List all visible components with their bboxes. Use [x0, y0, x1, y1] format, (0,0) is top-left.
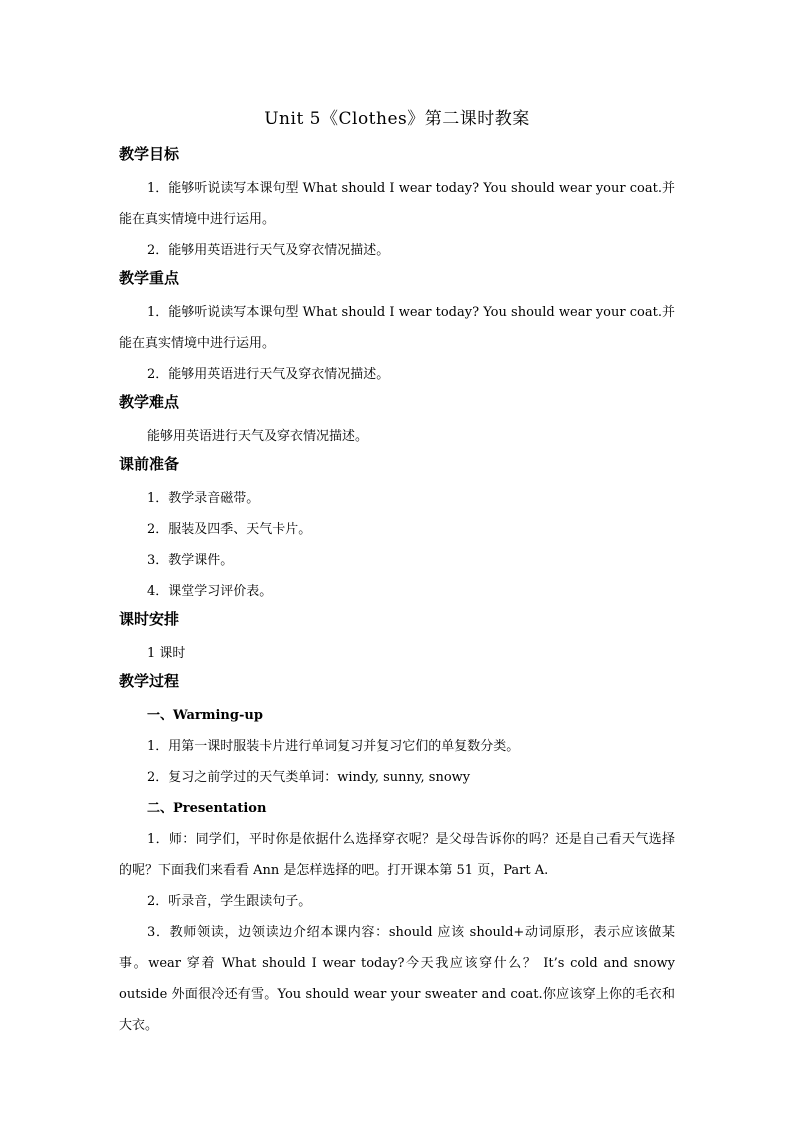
section-heading-preparation: 课前准备 — [119, 455, 180, 473]
preparation-item-2: 2．服装及四季、天气卡片。 — [147, 522, 312, 537]
preparation-item-4: 4．课堂学习评价表。 — [147, 584, 273, 599]
presentation-item-3: 3．教师领读，边领读边介绍本课内容：should 应该 should+动词原形，表示应该做某事。wear 穿着 What should I wear today?今天我应该穿什么？ It’s cold and snowy outside 外面很冷还有雪。You should wear your sweater and coat.你应该穿上你的毛衣和大衣。 — [119, 925, 675, 1033]
section-heading-process: 教学过程 — [119, 672, 180, 690]
key-point-item-2: 2．能够用英语进行天气及穿衣情况描述。 — [147, 367, 390, 382]
document-title: Unit 5《Clothes》第二课时教案 — [264, 109, 530, 129]
difficulty-item-1: 能够用英语进行天气及穿衣情况描述。 — [147, 429, 369, 444]
warming-up-item-1: 1．用第一课时服装卡片进行单词复习并复习它们的单复数分类。 — [147, 739, 520, 754]
section-heading-objectives: 教学目标 — [119, 145, 180, 163]
objective-item-2: 2．能够用英语进行天气及穿衣情况描述。 — [147, 243, 390, 258]
schedule-item-1: 1 课时 — [147, 646, 186, 661]
section-heading-key-points: 教学重点 — [119, 269, 180, 287]
subheading-warming-up: 一、Warming-up — [147, 708, 263, 723]
preparation-item-3: 3．教学课件。 — [147, 553, 234, 568]
subheading-presentation: 二、Presentation — [147, 801, 267, 816]
section-heading-difficulties: 教学难点 — [119, 393, 180, 411]
presentation-item-1: 1．师：同学们，平时你是依据什么选择穿衣呢？是父母告诉你的吗？还是自己看天气选择的呢？下面我们来看看 Ann 是怎样选择的吧。打开课本第 51 页，Part A. — [119, 832, 675, 878]
section-heading-schedule: 课时安排 — [119, 610, 180, 628]
objective-item-1: 1．能够听说读写本课句型 What should I wear today? You should wear your coat.并能在真实情境中进行运用。 — [119, 181, 675, 227]
warming-up-item-2: 2．复习之前学过的天气类单词：windy, sunny, snowy — [147, 770, 471, 785]
presentation-item-2: 2．听录音，学生跟读句子。 — [147, 894, 312, 909]
document-body — [119, 142, 675, 1041]
key-point-item-1: 1．能够听说读写本课句型 What should I wear today? You should wear your coat.并能在真实情境中进行运用。 — [119, 305, 675, 351]
preparation-item-1: 1．教学录音磁带。 — [147, 491, 260, 506]
